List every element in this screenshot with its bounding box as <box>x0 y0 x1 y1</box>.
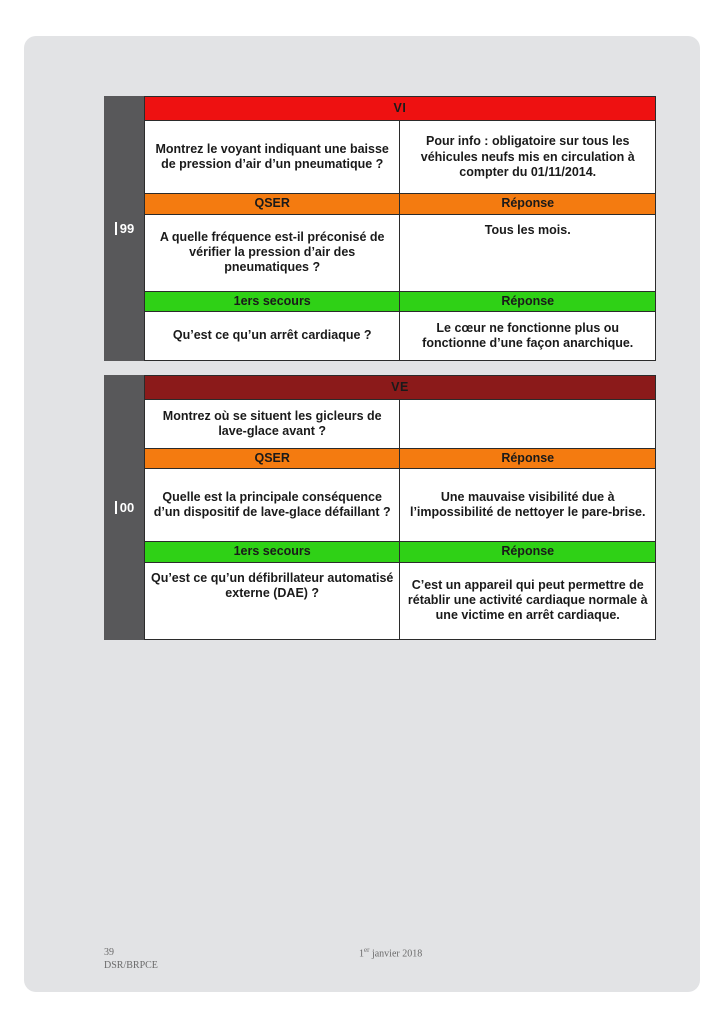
page-sheet <box>24 36 700 992</box>
first-aid-answer-cell: Le cœur ne fonctionne plus ou fonctionne d’une façon anarchique. <box>400 311 656 360</box>
show-question-cell: Montrez le voyant indiquant une baisse de pression d’air d’un pneumatique ? <box>144 121 400 194</box>
exam-card-block <box>104 375 656 640</box>
info-note-cell: Pour info : obligatoire sur tous les véhicules neufs mis en circulation à compter du 01/11/2014. <box>400 121 656 194</box>
table-row <box>144 121 655 194</box>
qser-label-cell: QSER <box>144 449 400 469</box>
vehicle-category-band: VE <box>144 375 655 399</box>
card-number-column <box>104 96 144 361</box>
first-aid-answer-label-cell: Réponse <box>400 291 656 311</box>
table-row <box>144 542 655 562</box>
card-table <box>144 96 656 361</box>
first-aid-label-cell: 1ers secours <box>144 542 400 562</box>
qser-answer-label-cell: Réponse <box>400 449 656 469</box>
vehicle-category-band: VI <box>144 97 655 121</box>
table-row <box>144 375 655 399</box>
table-row <box>144 311 655 360</box>
qser-answer-cell: Une mauvaise visibilité due à l’impossibilité de nettoyer le pare-brise. <box>400 469 656 542</box>
table-row <box>144 194 655 214</box>
first-aid-answer-cell: C’est un appareil qui peut permettre de rétablir une activité cardiaque normale à une victime en arrêt cardiaque. <box>400 562 656 639</box>
qser-answer-label-cell: Réponse <box>400 194 656 214</box>
footer-date-day: 1 <box>359 948 364 960</box>
show-question-cell: Montrez où se situent les gicleurs de lave-glace avant ? <box>144 400 400 449</box>
card-number: 00 <box>115 501 134 514</box>
card-number-column <box>104 375 144 640</box>
table-row <box>144 400 655 449</box>
footer-left <box>104 946 158 972</box>
first-aid-question-cell: Qu’est ce qu’un arrêt cardiaque ? <box>144 311 400 360</box>
first-aid-label-cell: 1ers secours <box>144 291 400 311</box>
footer-date-rest: janvier 2018 <box>369 948 423 960</box>
table-row <box>144 562 655 639</box>
table-row <box>144 214 655 291</box>
table-row <box>144 469 655 542</box>
cards-container <box>104 96 656 640</box>
footer-organization: DSR/BRPCE <box>104 960 158 971</box>
page-number: 39 <box>104 947 114 958</box>
table-row <box>144 449 655 469</box>
first-aid-answer-label-cell: Réponse <box>400 542 656 562</box>
info-note-cell <box>400 400 656 449</box>
exam-card-block <box>104 96 656 361</box>
qser-question-cell: Quelle est la principale conséquence d’un dispositif de lave-glace défaillant ? <box>144 469 400 542</box>
qser-question-cell: A quelle fréquence est-il préconisé de vérifier la pression d’air des pneumatiques ? <box>144 214 400 291</box>
table-row <box>144 291 655 311</box>
qser-label-cell: QSER <box>144 194 400 214</box>
table-row <box>144 97 655 121</box>
footer-date-ordinal: er <box>364 946 370 954</box>
first-aid-question-cell: Qu’est ce qu’un défibrillateur automatisé externe (DAE) ? <box>144 562 400 639</box>
footer-date <box>359 946 422 959</box>
qser-answer-cell: Tous les mois. <box>400 214 656 291</box>
card-number: 99 <box>115 222 134 235</box>
card-table <box>144 375 656 640</box>
